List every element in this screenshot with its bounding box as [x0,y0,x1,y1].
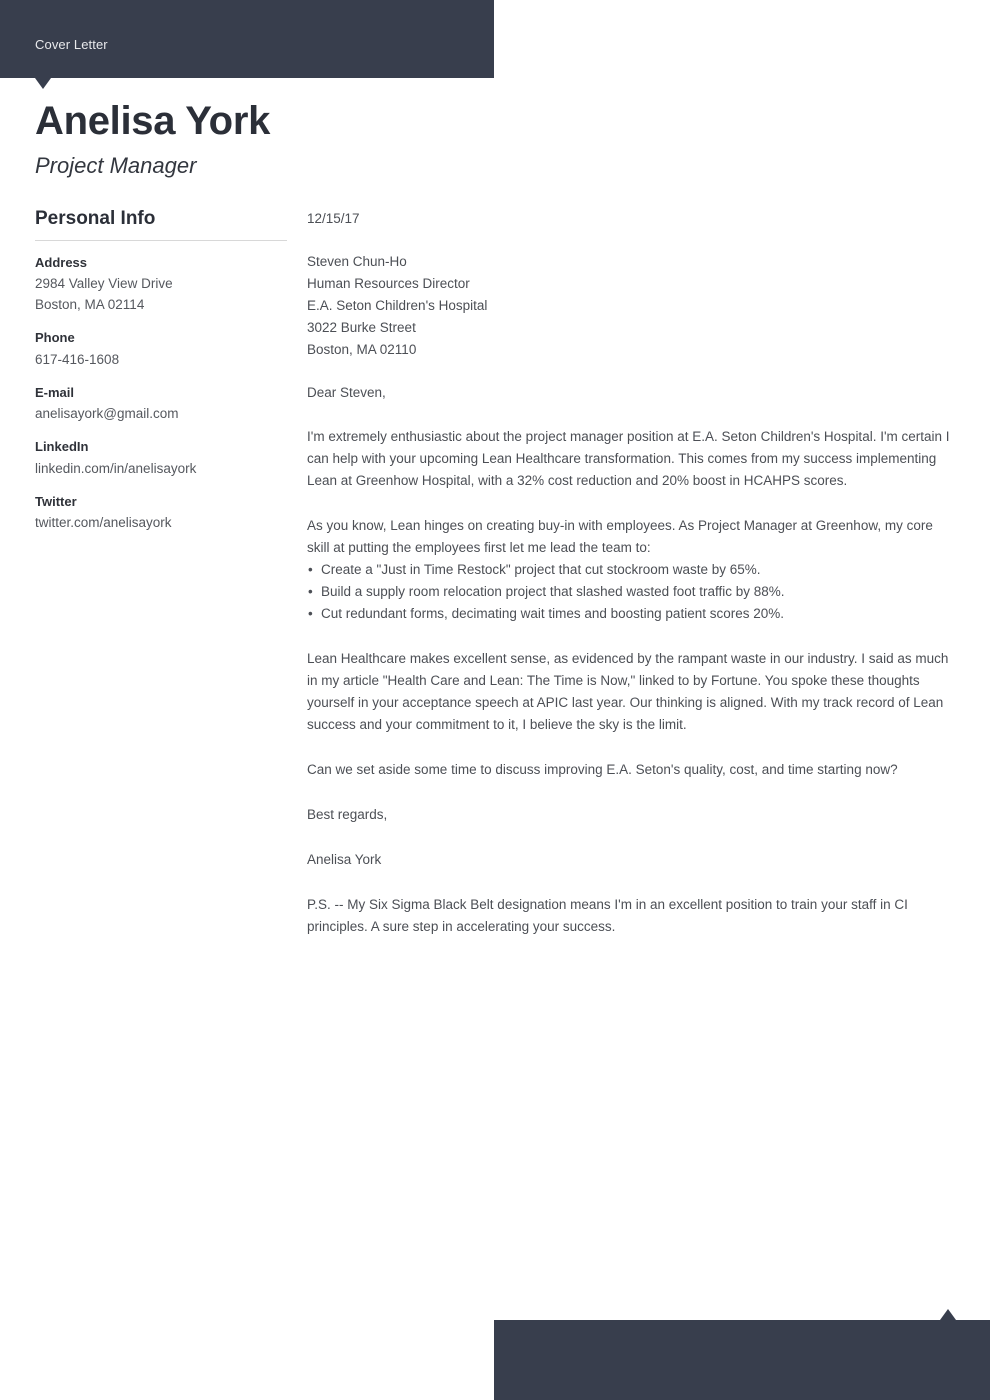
letter-paragraph-1: I'm extremely enthusiastic about the project manager position at E.A. Seton Children's Hospital. I'm certain I can help with your upcoming Lean Healthcare transformation. This comes from my success implementing Lean at Greenhow Hospital, with a 32% cost reduction and 20% boost in HCAHPS scores. [307,429,950,489]
achievement-bullet-list [307,559,955,625]
sidebar-divider [35,240,287,241]
page-title: Anelisa York [35,99,271,143]
letter-paragraph-2: As you know, Lean hinges on creating buy-in with employees. As Project Manager at Greenhow, my core skill at putting the employees first let me lead the team to: [307,518,933,556]
letter-sign-off: Best regards, [307,807,388,823]
info-group-email [35,384,287,425]
recipient-street: 3022 Burke Street [307,319,416,335]
letter-paragraph-3: Lean Healthcare makes excellent sense, as evidenced by the rampant waste in our industry. I said as much in my article "Health Care and Lean: The Time is Now," linked to by Fortune. You spoke these thoughts yourself in your acceptance speech at APIC last year. Our thinking is aligned. With my track record of Lean success and your commitment to it, I believe the sky is the limit. [307,651,949,733]
info-value-twitter[interactable]: twitter.com/anelisayork [35,515,172,531]
list-item: • Build a supply room relocation project that slashed wasted foot traffic by 88%. [307,581,955,603]
list-item: • Create a "Just in Time Restock" project that cut stockroom waste by 65%. [307,559,955,581]
letter-salutation: Dear Steven, [307,384,386,400]
bottom-accent-banner [494,1320,990,1400]
info-group-twitter [35,493,287,534]
info-value: 2984 Valley View Drive [35,276,173,292]
letter-paragraph-4: Can we set aside some time to discuss improving E.A. Seton's quality, cost, and time starting now? [307,762,898,778]
info-group-linkedin [35,438,287,479]
info-value: Boston, MA 02114 [35,297,145,313]
letter-date: 12/15/17 [307,211,360,226]
info-group-phone [35,329,287,370]
personal-info-sidebar [35,208,287,534]
letter-postscript: P.S. -- My Six Sigma Black Belt designation means I'm in an excellent position to train your staff in CI principles. A sure step in accelerating your success. [307,897,908,935]
letter-signature: Anelisa York [307,852,382,868]
recipient-address-block [307,251,955,361]
letter-body [307,208,955,938]
applicant-header [35,100,535,178]
info-value-email[interactable]: anelisayork@gmail.com [35,406,179,422]
info-label: E-mail [35,384,75,400]
recipient-city: Boston, MA 02110 [307,341,417,357]
recipient-name: Steven Chun-Ho [307,253,407,269]
top-accent-banner [0,0,494,78]
recipient-role: Human Resources Director [307,275,470,291]
footer-notch-up-icon [940,1309,956,1320]
banner-notch-down-icon [35,78,51,89]
list-item: • Cut redundant forms, decimating wait times and boosting patient scores 20%. [307,603,955,625]
info-value-linkedin[interactable]: linkedin.com/in/anelisayork [35,460,197,476]
document-kind-label: Cover Letter [35,37,108,52]
recipient-company: E.A. Seton Children's Hospital [307,297,488,313]
info-label: LinkedIn [35,439,89,455]
info-label: Twitter [35,493,77,509]
sidebar-heading: Personal Info [35,208,156,229]
info-value: 617-416-1608 [35,351,120,367]
info-label: Phone [35,330,75,346]
applicant-job-title: Project Manager [35,153,197,178]
info-group-address [35,254,287,316]
info-label: Address [35,254,88,270]
